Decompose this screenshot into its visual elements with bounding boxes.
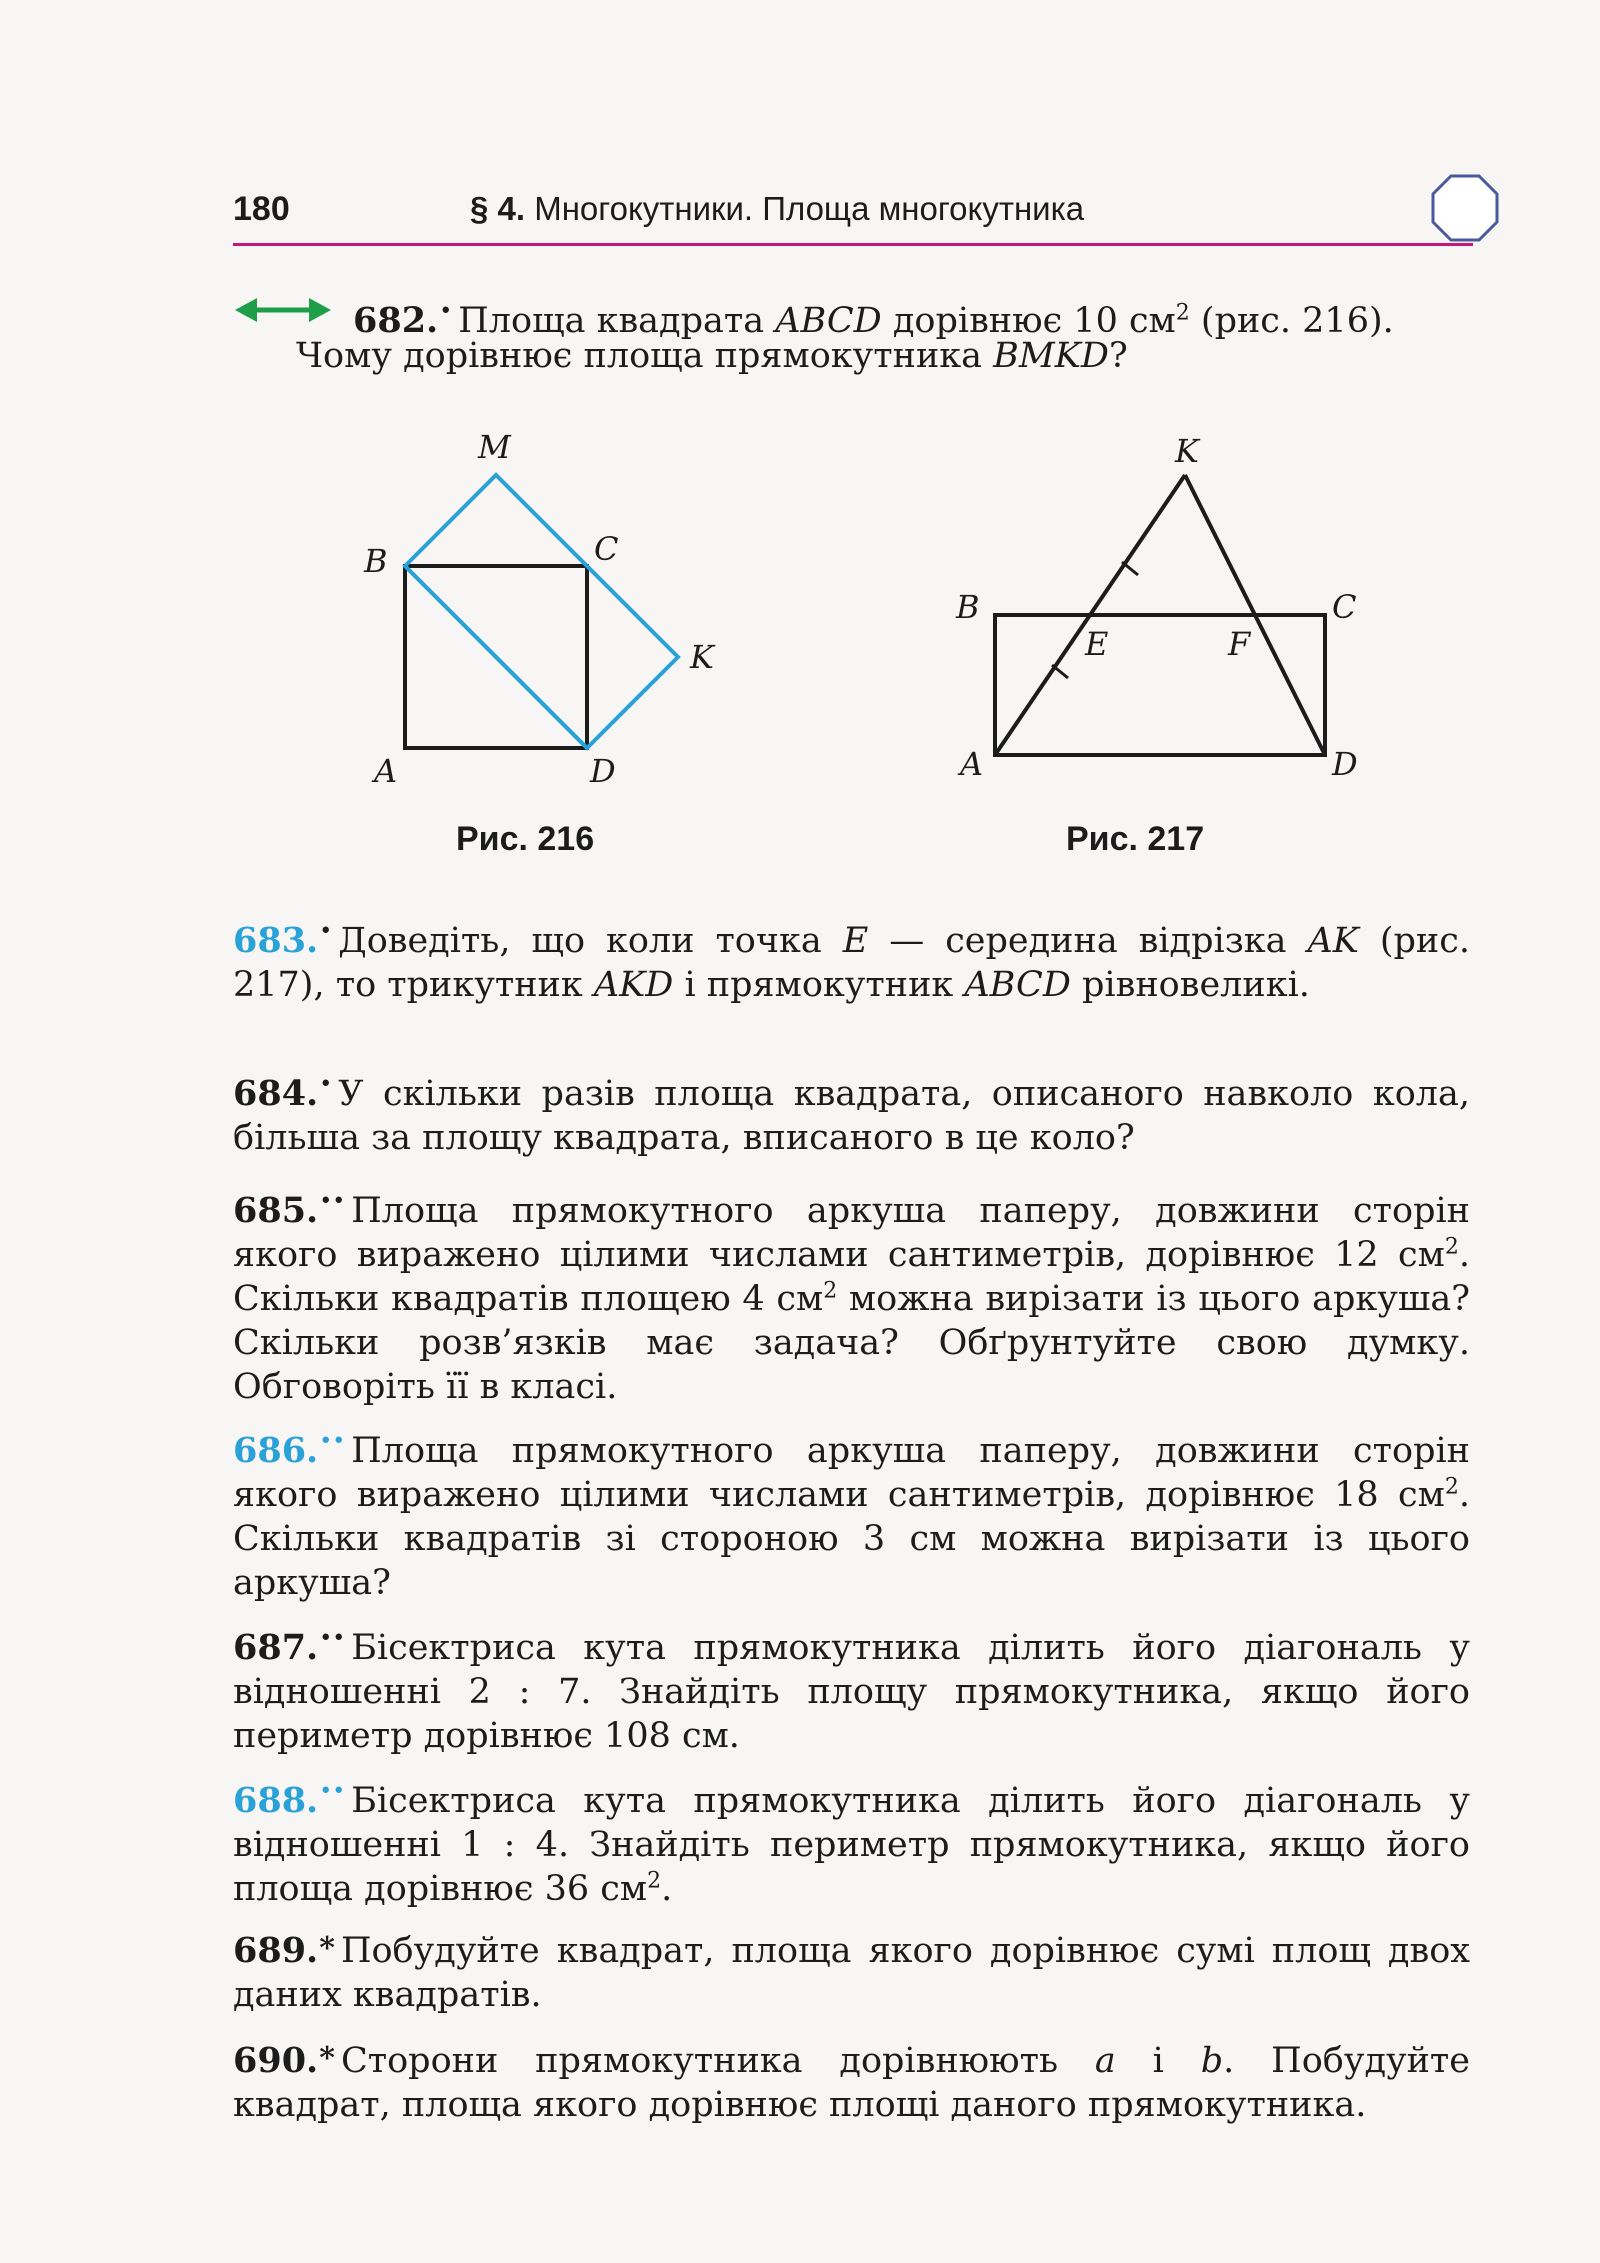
octagon-icon bbox=[1425, 168, 1505, 248]
var: b bbox=[1200, 2041, 1224, 2081]
text: і bbox=[1115, 2041, 1201, 2081]
text: Доведіть, що коли точка bbox=[338, 921, 843, 961]
problem-number: 686. bbox=[233, 1430, 319, 1471]
label-a: A bbox=[374, 752, 398, 790]
figure-217 bbox=[950, 430, 1370, 790]
text: Площа прямокутного аркуша паперу, довжини сторін якого виражено цілими числами сантиметрів, дорівнює 18 см bbox=[233, 1431, 1470, 1515]
text: У скільки разів площа квадрата, описаного навколо кола, більша за площу квадрата, вписаного в це коло? bbox=[233, 1074, 1470, 1158]
problem-689 bbox=[233, 1927, 1470, 2017]
text: дорівнює 10 см bbox=[881, 301, 1176, 341]
label-c: C bbox=[1332, 588, 1357, 626]
var: ABCD bbox=[775, 301, 882, 341]
text: Сторони прямокутника дорівнюють bbox=[340, 2041, 1095, 2081]
section-mark: § 4. bbox=[470, 190, 526, 227]
difficulty-marker: • bbox=[319, 1072, 333, 1097]
superscript: 2 bbox=[1444, 1234, 1459, 1260]
problem-number: 685. bbox=[233, 1190, 319, 1231]
figure-216 bbox=[350, 420, 740, 800]
section-title-text: Многокутники. Площа многокутника bbox=[534, 190, 1085, 227]
problem-684 bbox=[233, 1063, 1470, 1160]
text: — середина відрізка bbox=[868, 921, 1308, 961]
var: AK bbox=[1307, 921, 1359, 961]
diagonal-bd bbox=[405, 566, 587, 748]
label-k: K bbox=[1175, 432, 1199, 470]
problem-number: 684. bbox=[233, 1073, 319, 1114]
problem-687 bbox=[233, 1617, 1470, 1758]
difficulty-marker: •• bbox=[319, 1626, 346, 1651]
text: Бісектриса кута прямокутника ділить його діагональ у відношенні 1 : 4. Знайдіть периметр прямокутника, якщо його площа дорівнює 36 см bbox=[233, 1781, 1470, 1909]
problem-690 bbox=[233, 2037, 1470, 2127]
section-title bbox=[470, 190, 1084, 228]
text: ? bbox=[1108, 336, 1128, 376]
problem-683 bbox=[233, 910, 1470, 1007]
difficulty-marker: • bbox=[439, 299, 453, 324]
var: BMKD bbox=[993, 336, 1109, 376]
problem-682-line2 bbox=[233, 334, 1470, 378]
difficulty-marker: * bbox=[319, 2041, 335, 2076]
difficulty-marker: •• bbox=[319, 1189, 346, 1214]
problem-number: 689. bbox=[233, 1930, 319, 1971]
difficulty-marker: * bbox=[319, 1931, 335, 1966]
header-divider bbox=[233, 243, 1473, 246]
text: (рис. 216). bbox=[1189, 301, 1394, 341]
figure-216-caption: Рис. 216 bbox=[456, 820, 595, 858]
var: AKD bbox=[593, 965, 674, 1005]
var: ABCD bbox=[964, 965, 1071, 1005]
problem-688 bbox=[233, 1770, 1470, 1911]
difficulty-marker: • bbox=[319, 919, 333, 944]
var: E bbox=[842, 921, 869, 961]
text: . Скільки квадратів площею 4 см bbox=[233, 1235, 1470, 1319]
label-b: B bbox=[364, 542, 388, 580]
superscript: 2 bbox=[647, 1868, 662, 1894]
difficulty-marker: •• bbox=[319, 1429, 346, 1454]
text: і прямокутник bbox=[673, 965, 965, 1005]
superscript: 2 bbox=[1175, 300, 1190, 326]
label-e: E bbox=[1085, 625, 1109, 663]
difficulty-marker: •• bbox=[319, 1779, 346, 1804]
problem-686 bbox=[233, 1420, 1470, 1605]
text: Бісектриса кута прямокутника ділить його діагональ у відношенні 2 : 7. Знайдіть площу прямокутника, якщо його периметр дорівнює 108 см. bbox=[233, 1628, 1470, 1756]
problem-number: 690. bbox=[233, 2040, 319, 2081]
text: Побудуйте квадрат, площа якого дорівнює сумі площ двох даних квадратів. bbox=[233, 1931, 1470, 2015]
text: рівновеликі. bbox=[1070, 965, 1310, 1005]
figure-217-caption: Рис. 217 bbox=[1066, 820, 1205, 858]
label-d: D bbox=[590, 752, 616, 790]
problem-685 bbox=[233, 1180, 1470, 1409]
tick-mark bbox=[1052, 665, 1068, 678]
label-a: A bbox=[960, 745, 984, 783]
text: . bbox=[661, 1869, 673, 1909]
rectangle-bmkd bbox=[405, 475, 678, 748]
label-b: B bbox=[956, 588, 980, 626]
label-d: D bbox=[1332, 745, 1358, 783]
problem-number: 687. bbox=[233, 1627, 319, 1668]
problem-number: 688. bbox=[233, 1780, 319, 1821]
superscript: 2 bbox=[823, 1278, 838, 1304]
text: Площа квадрата bbox=[458, 301, 776, 341]
label-m: M bbox=[478, 428, 511, 466]
text: Площа прямокутного аркуша паперу, довжини сторін якого виражено цілими числами сантиметрів, дорівнює 12 см bbox=[233, 1191, 1470, 1275]
label-k: K bbox=[690, 638, 714, 676]
label-c: C bbox=[594, 530, 619, 568]
text: можна вирізати із цього аркуша? Скільки розв’язків має задача? Обґрунтуйте свою думку. Обговоріть її в класі. bbox=[233, 1279, 1470, 1407]
text: Чому дорівнює площа прямокутника bbox=[296, 336, 994, 376]
tick-mark bbox=[1122, 562, 1138, 575]
page-number: 180 bbox=[233, 190, 290, 228]
problem-number: 682. bbox=[353, 300, 439, 341]
var: a bbox=[1094, 2041, 1116, 2081]
superscript: 2 bbox=[1444, 1474, 1459, 1500]
problem-number: 683. bbox=[233, 920, 319, 961]
label-f: F bbox=[1228, 625, 1251, 663]
text: (рис. 217), то трикутник bbox=[233, 921, 1470, 1005]
text: . Побудуйте квадрат, площа якого дорівнює площі даного прямокутника. bbox=[233, 2041, 1470, 2125]
text: . Скільки квадратів зі стороною 3 см можна вирізати із цього аркуша? bbox=[233, 1475, 1470, 1603]
